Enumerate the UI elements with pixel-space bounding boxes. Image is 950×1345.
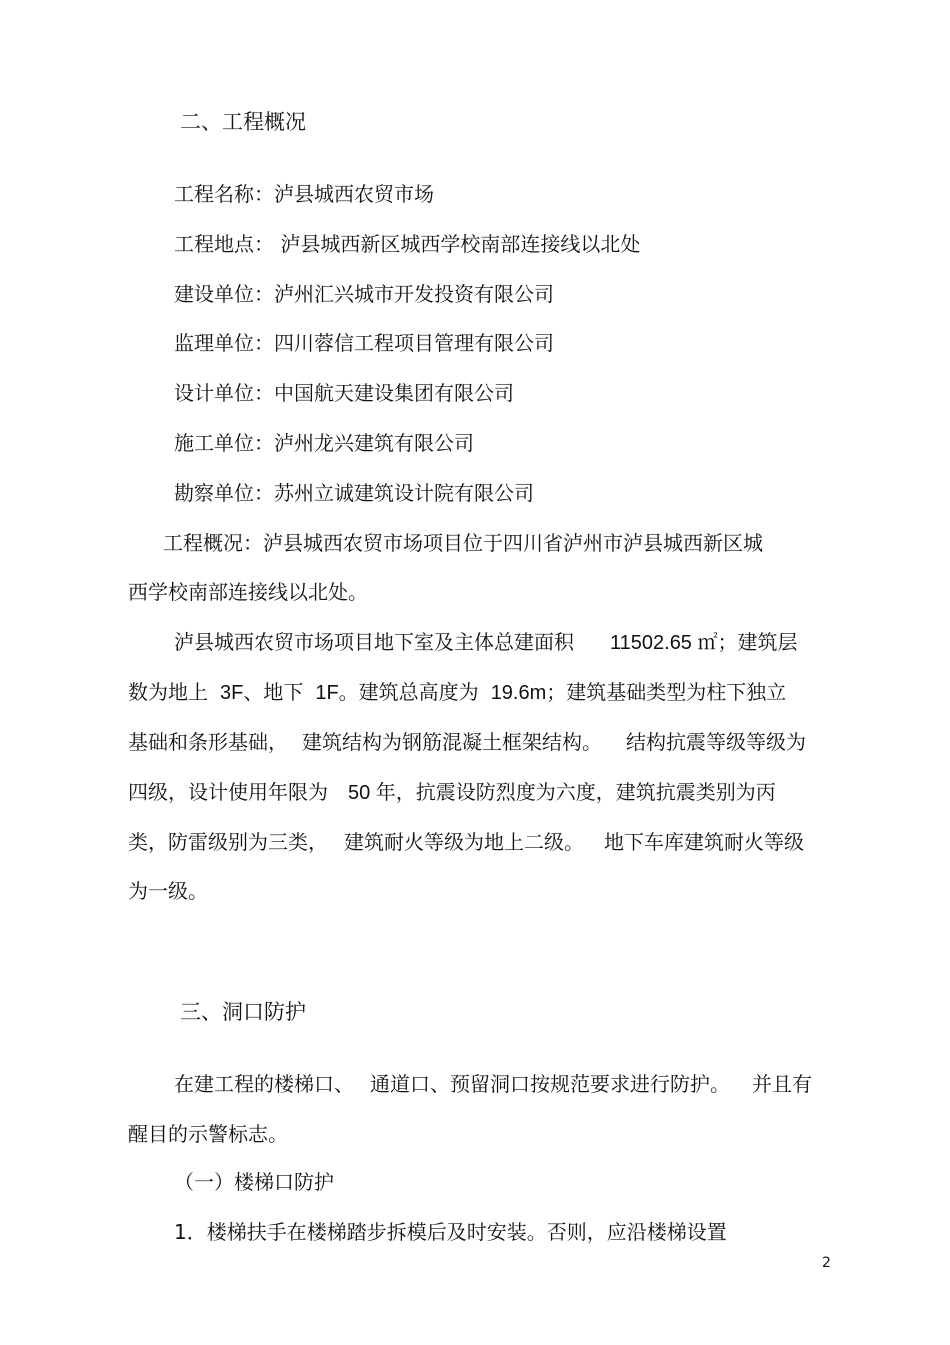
para-text: 建筑结构为钢筋混凝土框架结构。 [302, 730, 602, 754]
field-value: 泸州龙兴建筑有限公司 [274, 431, 474, 455]
para-text: 并且有 [752, 1072, 812, 1096]
section3-para-line-1 [174, 1070, 812, 1098]
para-text: 类，防雷级别为三类， [128, 830, 328, 854]
para-line-1 [174, 628, 798, 657]
field-designer [174, 379, 514, 407]
section-heading-opening-protection: 三、洞口防护 [180, 1000, 306, 1024]
field-label: 勘察单位： [174, 481, 274, 505]
para-line-4 [128, 778, 776, 807]
para-text: 在建工程的楼梯口、 [174, 1072, 354, 1096]
field-value: 泸州汇兴城市开发投资有限公司 [274, 282, 554, 306]
field-value: 四川蓉信工程项目管理有限公司 [274, 331, 554, 355]
field-label: 施工单位： [174, 431, 274, 455]
field-value: 泸县城西新区城西学校南部连接线以北处 [274, 232, 641, 256]
subheading-stair-protection: （一）楼梯口防护 [174, 1170, 334, 1194]
field-label: 设计单位： [174, 381, 274, 405]
para-text: 11502.65 ㎡；建筑层 [610, 632, 798, 654]
section3-para-line-2: 醒目的示警标志。 [128, 1122, 288, 1146]
para-text: 四级，设计使用年限为 [128, 780, 328, 804]
para-text: 泸县城西农贸市场项目地下室及主体总建面积 [174, 630, 574, 654]
para-text: 通道口、预留洞口按规范要求进行防护。 [370, 1072, 730, 1096]
page-number: 2 [822, 1255, 831, 1271]
field-value: 中国航天建设集团有限公司 [274, 381, 514, 405]
para-text: 建筑耐火等级为地上二级。 [344, 830, 584, 854]
para-text: 1F。建筑总高度为 [315, 682, 479, 704]
field-builder [174, 280, 554, 308]
para-text: 数为地上 [128, 680, 208, 704]
field-label: 工程地点： [174, 232, 274, 256]
para-text: 50 年，抗震设防烈度为六度，建筑抗震类别为丙 [348, 782, 776, 804]
para-line-6: 为一级。 [128, 879, 208, 903]
para-text: 基础和条形基础， [128, 730, 288, 754]
section-heading-overview: 二、工程概况 [180, 110, 306, 134]
list-item-1: 1．楼梯扶手在楼梯踏步拆模后及时安装。否则，应沿楼梯设置 [174, 1220, 727, 1244]
field-surveyor [174, 479, 534, 507]
para-line-2 [128, 678, 786, 707]
field-label: 工程名称： [174, 182, 274, 206]
overview-line-1: 工程概况：泸县城西农贸市场项目位于四川省泸州市泸县城西新区城 [163, 531, 763, 555]
para-text: 19.6m；建筑基础类型为柱下独立 [490, 682, 787, 704]
field-project-location [174, 230, 640, 258]
para-line-3 [128, 728, 806, 756]
para-text: 3F、地下 [220, 682, 304, 704]
field-value: 苏州立诚建筑设计院有限公司 [274, 481, 534, 505]
field-label: 监理单位： [174, 331, 274, 355]
para-text: 结构抗震等级等级为 [626, 730, 806, 754]
para-line-5 [128, 828, 804, 856]
field-value: 泸县城西农贸市场 [274, 182, 434, 206]
field-supervisor [174, 329, 554, 357]
field-project-name [174, 180, 434, 208]
para-text: 地下车库建筑耐火等级 [604, 830, 804, 854]
field-label: 建设单位： [174, 282, 274, 306]
field-constructor [174, 429, 474, 457]
overview-line-2: 西学校南部连接线以北处。 [128, 580, 368, 604]
